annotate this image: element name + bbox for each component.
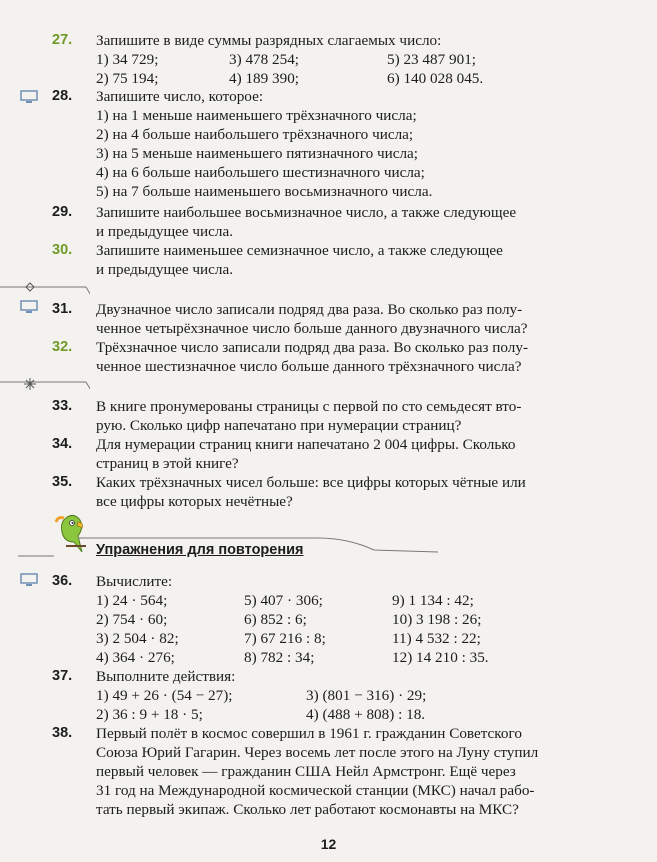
task-line: Двузначное число записали подряд два раза. Во сколько раз полу- bbox=[96, 301, 523, 318]
task-item: 5) 407 · 306; bbox=[244, 592, 323, 609]
task-item: 6) 140 028 045. bbox=[387, 70, 484, 87]
task-number: 38. bbox=[52, 725, 73, 741]
task-item: 9) 1 134 : 42; bbox=[392, 592, 474, 609]
task-item: 3) на 5 меньше наименьшего пятизначного числа; bbox=[96, 145, 419, 162]
task-number: 30. bbox=[52, 242, 73, 258]
task-item: 6) 852 : 6; bbox=[244, 611, 307, 628]
task-item: 4) на 6 больше наибольшего шестизначного числа; bbox=[96, 164, 425, 181]
challenge-marker bbox=[0, 281, 90, 304]
task-line: Для нумерации страниц книги напечатано 2 004 цифры. Сколько bbox=[96, 436, 516, 453]
task-item: 3) 2 504 · 82; bbox=[96, 630, 179, 647]
task-31 bbox=[52, 300, 636, 338]
task-item: 11) 4 532 : 22; bbox=[392, 630, 481, 647]
monitor-icon bbox=[20, 90, 38, 104]
task-number: 27. bbox=[52, 32, 73, 48]
task-33 bbox=[52, 397, 636, 435]
task-item: 1) 24 · 564; bbox=[96, 592, 168, 609]
task-line: В книге пронумерованы страницы с первой по сто семьдесят вто- bbox=[96, 398, 522, 415]
task-line: Каких трёхзначных чисел больше: все цифры которых чётные или bbox=[96, 474, 526, 491]
task-number: 35. bbox=[52, 474, 73, 490]
monitor-icon bbox=[20, 573, 38, 587]
task-item: 2) 36 : 9 + 18 · 5; bbox=[96, 706, 203, 723]
task-item: 2) 754 · 60; bbox=[96, 611, 168, 628]
task-item: 10) 3 198 : 26; bbox=[392, 611, 482, 628]
section-title: Упражнения для повторения bbox=[96, 542, 304, 558]
task-item: 3) 478 254; bbox=[229, 51, 300, 68]
task-number: 29. bbox=[52, 204, 73, 220]
task-number: 28. bbox=[52, 88, 73, 104]
task-35 bbox=[52, 473, 636, 511]
task-line: Запишите наибольшее восьмизначное число, а также следующее bbox=[96, 204, 517, 221]
task-item: 1) на 1 меньше наименьшего трёхзначного числа; bbox=[96, 107, 417, 124]
task-line: ченное шестизначное число больше данного трёхзначного числа? bbox=[96, 358, 522, 375]
task-32 bbox=[52, 338, 636, 376]
task-number: 37. bbox=[52, 668, 73, 684]
task-item: 1) 34 729; bbox=[96, 51, 159, 68]
task-item: 7) 67 216 : 8; bbox=[244, 630, 326, 647]
task-item: 4) 189 390; bbox=[229, 70, 300, 87]
task-36 bbox=[52, 572, 636, 667]
task-line: Союза Юрий Гагарин. Через восемь лет после этого на Луну ступил bbox=[96, 744, 539, 761]
task-item: 1) 49 + 26 · (54 − 27); bbox=[96, 687, 233, 704]
task-37 bbox=[52, 667, 636, 724]
task-line: страниц в этой книге? bbox=[96, 455, 239, 472]
task-line: 31 год на Международной космической станции (МКС) начал рабо- bbox=[96, 782, 535, 799]
task-line: первый человек — гражданин США Нейл Армстронг. Ещё через bbox=[96, 763, 516, 780]
task-item: 8) 782 : 34; bbox=[244, 649, 315, 666]
task-number: 36. bbox=[52, 573, 73, 589]
task-item: 5) на 7 больше наименьшего восьмизначного числа. bbox=[96, 183, 433, 200]
task-number: 32. bbox=[52, 339, 73, 355]
task-line: и предыдущее числа. bbox=[96, 223, 234, 240]
task-27 bbox=[52, 31, 636, 88]
task-34 bbox=[52, 435, 636, 473]
task-30 bbox=[52, 241, 636, 279]
monitor-icon bbox=[20, 300, 38, 314]
task-item: 2) на 4 больше наибольшего трёхзначного числа; bbox=[96, 126, 414, 143]
task-number: 33. bbox=[52, 398, 73, 414]
page-number: 12 bbox=[320, 836, 337, 852]
task-item: 5) 23 487 901; bbox=[387, 51, 477, 68]
task-line: Запишите наименьшее семизначное число, а также следующее bbox=[96, 242, 503, 259]
task-line: ченное четырёхзначное число больше данного двузначного числа? bbox=[96, 320, 528, 337]
task-29 bbox=[52, 203, 636, 241]
task-item: 3) (801 − 316) · 29; bbox=[306, 687, 427, 704]
task-28 bbox=[52, 87, 636, 201]
task-line: Трёхзначное число записали подряд два раза. Во сколько раз полу- bbox=[96, 339, 529, 356]
task-line: рую. Сколько цифр напечатано при нумерации страниц? bbox=[96, 417, 462, 434]
task-text: Выполните действия: bbox=[96, 668, 236, 685]
task-item: 12) 14 210 : 35. bbox=[392, 649, 489, 666]
task-number: 34. bbox=[52, 436, 73, 452]
task-item: 2) 75 194; bbox=[96, 70, 159, 87]
task-line: и предыдущее числа. bbox=[96, 261, 234, 278]
task-text: Вычислите: bbox=[96, 573, 173, 590]
task-text: Запишите число, которое: bbox=[96, 88, 264, 105]
task-text: Запишите в виде суммы разрядных слагаемых число: bbox=[96, 32, 442, 49]
task-38 bbox=[52, 724, 636, 819]
task-line: тать первый экипаж. Сколько лет работают космонавты на МКС? bbox=[96, 801, 519, 818]
task-line: Первый полёт в космос совершил в 1961 г. гражданин Советского bbox=[96, 725, 522, 742]
task-number: 31. bbox=[52, 301, 73, 317]
task-line: все цифры которых нечётные? bbox=[96, 493, 293, 510]
challenge-marker bbox=[0, 376, 90, 401]
task-item: 4) (488 + 808) : 18. bbox=[306, 706, 426, 723]
task-item: 4) 364 · 276; bbox=[96, 649, 175, 666]
